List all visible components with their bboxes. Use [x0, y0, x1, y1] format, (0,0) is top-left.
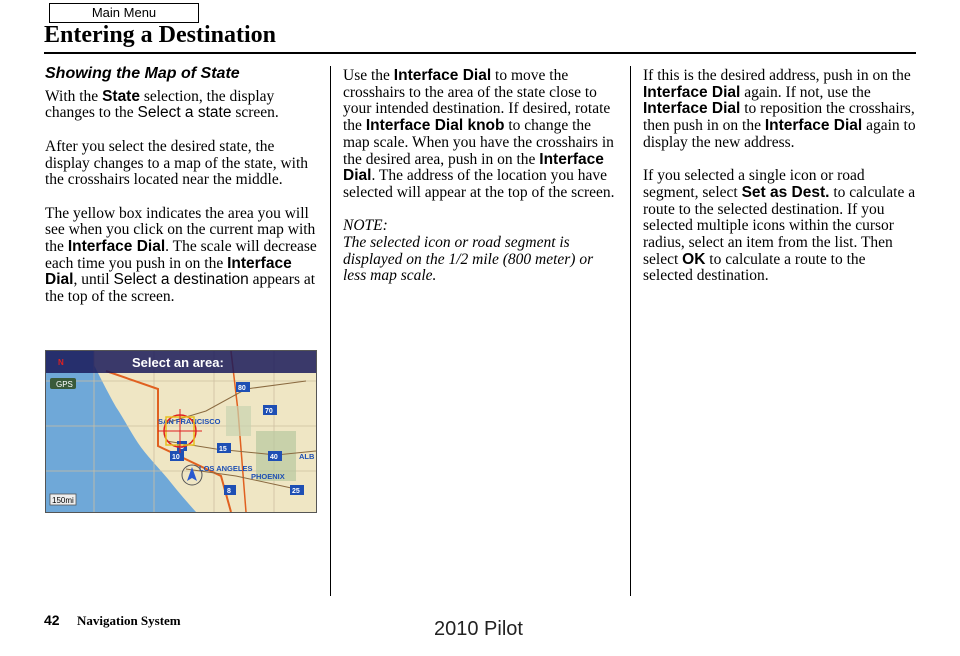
paragraph-set-destination: If you selected a single icon or road segment, select Set as Dest. to calculate a route to the selected destination. If you selected multiple icons within the cursor radius, select an item from the list. Then select OK to calculate a route to the selected destination.	[643, 167, 916, 285]
watermark: 2010 Pilot	[434, 618, 523, 640]
map-scale-label: 150mi	[52, 496, 74, 505]
route-25: 25	[292, 488, 300, 495]
column-3	[643, 68, 918, 302]
paragraph-map-display: After you select the desired state, the display changes to a map of the state, with the crosshairs located near the middle.	[45, 137, 309, 189]
footer-section: Navigation System	[77, 613, 181, 628]
column-2	[343, 68, 620, 302]
section-heading: Showing the Map of State	[45, 65, 240, 82]
note-text: The selected icon or road segment is displayed on the 1/2 mile (800 meter) or less map scale.	[343, 234, 594, 285]
interface-dial-label: Interface Dial	[67, 238, 166, 255]
select-a-destination-label: Select a destination	[113, 271, 249, 289]
page-title: Entering a Destination	[44, 22, 277, 48]
set-as-dest-label: Set as Dest.	[741, 183, 830, 201]
title-rule	[44, 52, 916, 54]
interface-dial-label: Interface Dial	[643, 83, 741, 101]
main-menu-button[interactable]: Main Menu	[49, 3, 199, 23]
paragraph-state-selection: With the State selection, the display changes to the Select a state screen.	[45, 87, 279, 122]
map-banner-text: Select an area:	[132, 355, 224, 370]
column-divider	[330, 66, 331, 596]
column-1	[45, 66, 320, 323]
route-15: 15	[219, 446, 227, 453]
interface-dial-label: Interface Dial	[45, 254, 292, 289]
page-number: 42	[44, 612, 60, 628]
column-divider	[630, 66, 631, 596]
interface-dial-label: Interface Dial	[343, 150, 604, 185]
gps-label: GPS	[56, 380, 73, 389]
north-arrow-label: N	[58, 358, 64, 367]
city-los-angeles: LOS ANGELES	[199, 464, 253, 473]
city-phoenix: PHOENIX	[251, 472, 285, 481]
interface-dial-knob-label: Interface Dial knob	[365, 117, 505, 135]
route-80: 80	[238, 385, 246, 392]
route-8: 8	[227, 488, 231, 495]
route-40: 40	[270, 454, 278, 461]
paragraph-yellow-box: The yellow box indicates the area you will see when you click on the current map with the Interface Dial. The scale will decrease each time you push in on the Interface Dial, until Select a destination appears at the top of the screen.	[45, 204, 317, 306]
terrain	[226, 406, 251, 436]
state-map-screenshot	[45, 350, 317, 513]
city-albuquerque: ALB	[299, 452, 315, 461]
note-label: NOTE:	[343, 217, 388, 235]
city-san-francisco: SAN FRANCISCO	[158, 417, 221, 426]
state-label: State	[102, 87, 140, 105]
interface-dial-label: Interface Dial	[764, 117, 863, 135]
interface-dial-label: Interface Dial	[393, 67, 492, 84]
route-10: 10	[172, 454, 180, 461]
route-70: 70	[265, 408, 273, 415]
interface-dial-label: Interface Dial	[643, 100, 741, 118]
paragraph-confirm-address: If this is the desired address, push in on the Interface Dial again. If not, use the Interface Dial to reposition the crosshairs, then push in on the Interface Dial again to display the new address.	[643, 67, 916, 151]
paragraph-move-crosshairs: Use the Interface Dial to move the crosshairs to the area of the state close to your intended destination. If desired, rotate the Interface Dial knob to change the map scale. When you have the crosshairs in the desired area, push in on the Interface Dial. The address of the location you have selected will appear at the top of the screen.	[343, 67, 615, 201]
ok-label: OK	[682, 250, 706, 268]
select-a-state-label: Select a state	[137, 104, 232, 122]
route-5: 5	[180, 444, 184, 451]
